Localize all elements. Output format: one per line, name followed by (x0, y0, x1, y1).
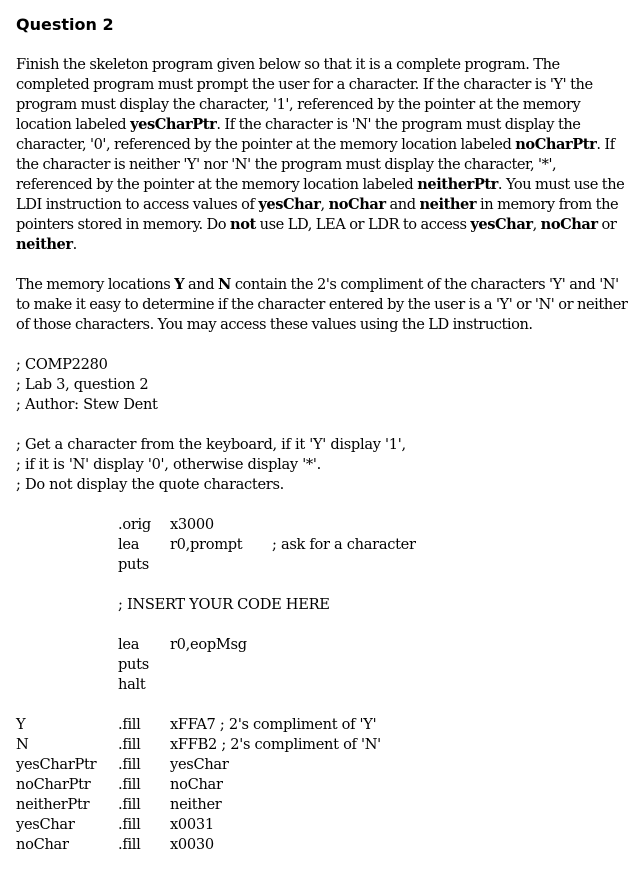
label-nocharptr: noCharPtr (515, 136, 597, 153)
question-heading: Question 2 (16, 15, 114, 34)
label-yeschar: yesChar (258, 196, 321, 213)
code-line (16, 515, 628, 535)
code-comment: ; Lab 3, question 2 (16, 376, 149, 393)
instructions-text: . (72, 236, 77, 253)
instructions-text: . You must use the LDI instruction to access values of (16, 176, 625, 213)
label-yescharptr: yesCharPtr (130, 116, 217, 133)
insert-code-comment: ; INSERT YOUR CODE HERE (118, 596, 330, 613)
code-line (16, 555, 628, 575)
data-label: yesChar (16, 816, 75, 833)
data-line (16, 775, 628, 795)
data-label: N (16, 736, 29, 753)
data-arg: noChar (170, 776, 223, 793)
instructions-text: , (532, 216, 541, 233)
data-arg: x0030 (170, 836, 214, 853)
data-line (16, 815, 628, 835)
code-op: .orig (118, 516, 151, 533)
instructions-text: use LD, LEA or LDR to access (255, 216, 471, 233)
label-nochar: noChar (540, 216, 598, 233)
code-line (16, 595, 628, 615)
label-neitherptr: neitherPtr (417, 176, 498, 193)
data-op: .fill (118, 736, 141, 753)
data-op: .fill (118, 756, 141, 773)
data-arg: xFFB2 ; 2's compliment of 'N' (170, 736, 381, 753)
data-label: neitherPtr (16, 796, 90, 813)
label-nochar: noChar (328, 196, 386, 213)
code-comment: ; COMP2280 (16, 356, 108, 373)
memory-text: The memory locations (16, 276, 175, 293)
code-comment: ; Author: Stew Dent (16, 396, 158, 413)
instructions-text: . If the character is neither 'Y' nor 'N' the program must display the character, '*', referenced by the pointer at the memory location labeled (16, 136, 615, 193)
data-arg: xFFA7 ; 2's compliment of 'Y' (170, 716, 377, 733)
instructions-text: , (320, 196, 329, 213)
data-op: .fill (118, 816, 141, 833)
data-label: yesCharPtr (16, 756, 97, 773)
code-op: puts (118, 656, 149, 673)
data-op: .fill (118, 716, 141, 733)
code-op: puts (118, 556, 149, 573)
code-comment: ; Do not display the quote characters. (16, 476, 284, 493)
memory-text: contain the 2's compliment of the characters 'Y' and 'N' to make it easy to determine if the character entered by the user is a 'Y' or 'N' or neither of those characters. You may access these values using the LD instruction. (16, 276, 628, 333)
data-arg: neither (170, 796, 222, 813)
code-arg: r0,eopMsg (170, 636, 247, 653)
memory-text: and (184, 276, 219, 293)
code-inline-comment: ; ask for a character (272, 536, 416, 553)
data-line (16, 715, 628, 735)
data-label: noCharPtr (16, 776, 91, 793)
instructions-text: or (597, 216, 617, 233)
code-line (16, 675, 628, 695)
code-line (16, 655, 628, 675)
code-arg: x3000 (170, 516, 214, 533)
data-line (16, 835, 628, 855)
code-op: halt (118, 676, 146, 693)
data-op: .fill (118, 776, 141, 793)
data-op: .fill (118, 796, 141, 813)
data-line (16, 735, 628, 755)
code-comment: ; Get a character from the keyboard, if it 'Y' display '1', (16, 436, 406, 453)
code-arg: r0,prompt (170, 536, 243, 553)
instructions-paragraph (16, 55, 628, 255)
data-arg: x0031 (170, 816, 214, 833)
memory-locations-paragraph (16, 275, 628, 335)
code-comment: ; if it is 'N' display '0', otherwise display '*'. (16, 456, 321, 473)
instructions-text: and (385, 196, 420, 213)
code-op: lea (118, 636, 140, 653)
label-yeschar: yesChar (470, 216, 533, 233)
instructions-text: in memory from the pointers stored in memory. Do (16, 196, 619, 233)
data-label: noChar (16, 836, 69, 853)
label-neither: neither (16, 236, 73, 253)
label-n: N (218, 276, 231, 293)
data-arg: yesChar (170, 756, 229, 773)
code-line (16, 535, 628, 555)
data-line (16, 755, 628, 775)
code-line (16, 635, 628, 655)
data-op: .fill (118, 836, 141, 853)
instructions-text: Finish the skeleton program given below so that it is a complete program. The completed program must prompt the user for a character. If the character is 'Y' the program must display the character, '1', referenced by the pointer at the memory location labeled (16, 56, 593, 133)
code-op: lea (118, 536, 140, 553)
data-label: Y (16, 716, 26, 733)
emphasis-not: not (230, 216, 256, 233)
label-neither: neither (419, 196, 477, 213)
data-line (16, 795, 628, 815)
label-y: Y (174, 276, 185, 293)
instructions-text: . If the character is 'N' the program must display the character, '0', referenced by the pointer at the memory location labeled (16, 116, 581, 153)
